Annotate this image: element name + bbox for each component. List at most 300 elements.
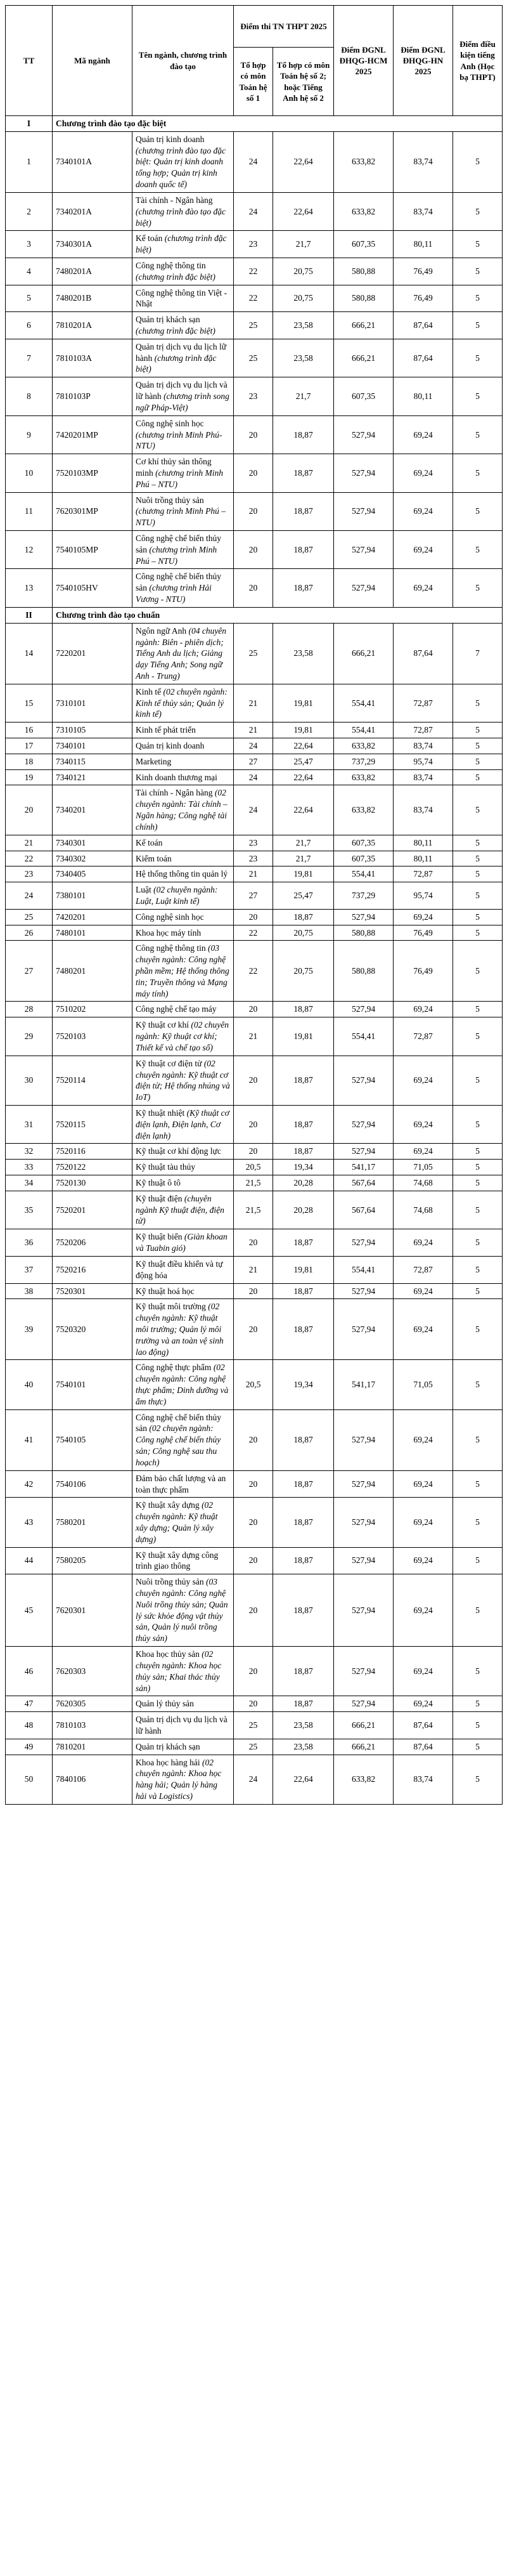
score-dgnl-hcm: 541,17: [334, 1160, 394, 1175]
program-name: Kỹ thuật ô tô: [136, 1178, 181, 1187]
row-program: [132, 312, 234, 339]
score-dgnl-hn: 69,24: [394, 1470, 453, 1498]
row-program: [132, 722, 234, 738]
score-dgnl-hcm: 527,94: [334, 492, 394, 530]
score-dgnl-hn: 69,24: [394, 1409, 453, 1470]
row-tt: 44: [6, 1547, 53, 1574]
table-row: [6, 1191, 503, 1229]
score-english-condition: 5: [453, 866, 503, 882]
header-tt: TT: [6, 6, 53, 116]
row-tt: 23: [6, 866, 53, 882]
row-code: 7520114: [53, 1056, 132, 1105]
score-dgnl-hcm: 554,41: [334, 722, 394, 738]
program-name: Khoa học máy tính: [136, 927, 202, 938]
row-tt: 14: [6, 623, 53, 684]
score-english-condition: 5: [453, 722, 503, 738]
row-code: 7540105: [53, 1409, 132, 1470]
score-dgnl-hn: 76,49: [394, 925, 453, 941]
score-math-coef-1: 20: [234, 1105, 273, 1143]
score-dgnl-hn: 69,24: [394, 1547, 453, 1574]
program-specializations: (chương trình đào tạo đặc biệt: Quản trị kinh doanh tổng hợp; Quản trị kinh doanh quốc tế): [136, 145, 226, 190]
score-math-coef-2: 19,34: [273, 1360, 334, 1409]
row-tt: 6: [6, 312, 53, 339]
row-tt: 38: [6, 1283, 53, 1299]
score-math-coef-2: 23,58: [273, 339, 334, 377]
score-english-condition: 5: [453, 1191, 503, 1229]
row-program: [132, 941, 234, 1002]
score-dgnl-hn: 80,11: [394, 231, 453, 258]
score-english-condition: 5: [453, 1017, 503, 1056]
score-english-condition: 5: [453, 1002, 503, 1017]
row-program: [132, 377, 234, 415]
score-dgnl-hn: 71,05: [394, 1360, 453, 1409]
program-name: Khoa học thủy sản: [136, 1649, 200, 1659]
score-math-coef-2: 20,28: [273, 1175, 334, 1191]
score-dgnl-hn: 72,87: [394, 684, 453, 722]
table-row: [6, 738, 503, 754]
score-dgnl-hn: 69,24: [394, 1056, 453, 1105]
score-math-coef-1: 20: [234, 1647, 273, 1696]
row-code: 7810201: [53, 1739, 132, 1755]
table-row: [6, 231, 503, 258]
program-name: Quản trị dịch vụ du lịch lữ hành: [136, 341, 227, 363]
score-english-condition: 5: [453, 1175, 503, 1191]
row-tt: 9: [6, 415, 53, 454]
table-row: [6, 835, 503, 851]
program-name: Kế toán: [136, 233, 163, 244]
row-tt: 34: [6, 1175, 53, 1191]
section-title: Chương trình đào tạo chuẩn: [53, 607, 503, 623]
section-header-row: [6, 116, 503, 132]
score-dgnl-hn: 69,24: [394, 1283, 453, 1299]
table-row: [6, 454, 503, 492]
table-row: [6, 415, 503, 454]
score-math-coef-2: 18,87: [273, 415, 334, 454]
row-tt: 19: [6, 769, 53, 785]
row-program: [132, 1712, 234, 1739]
program-name: Công nghệ chế biến thủy sản: [136, 533, 221, 554]
program-name: Hệ thống thông tin quản lý: [136, 869, 228, 879]
score-dgnl-hcm: 580,88: [334, 258, 394, 285]
row-code: 7520216: [53, 1256, 132, 1283]
row-code: 7310101: [53, 684, 132, 722]
program-name: Kỹ thuật hoá học: [136, 1286, 195, 1296]
row-code: 7580201: [53, 1498, 132, 1547]
score-dgnl-hcm: 541,17: [334, 1360, 394, 1409]
score-english-condition: 5: [453, 684, 503, 722]
score-english-condition: 5: [453, 1299, 503, 1360]
score-english-condition: 5: [453, 285, 503, 312]
score-math-coef-2: 19,81: [273, 866, 334, 882]
score-dgnl-hn: 69,24: [394, 1002, 453, 1017]
score-dgnl-hn: 95,74: [394, 882, 453, 910]
score-dgnl-hcm: 554,41: [334, 1256, 394, 1283]
row-code: 7340121: [53, 769, 132, 785]
row-code: 7520301: [53, 1283, 132, 1299]
score-dgnl-hn: 69,24: [394, 492, 453, 530]
score-math-coef-1: 20: [234, 1002, 273, 1017]
table-row: [6, 722, 503, 738]
row-program: [132, 1547, 234, 1574]
score-dgnl-hn: 69,24: [394, 1696, 453, 1712]
score-dgnl-hn: 69,24: [394, 415, 453, 454]
row-program: [132, 835, 234, 851]
program-name: Tài chính - Ngân hàng: [136, 195, 213, 205]
score-math-coef-1: 24: [234, 192, 273, 230]
row-tt: 35: [6, 1191, 53, 1229]
score-english-condition: 5: [453, 492, 503, 530]
program-specializations: (02 chuyên ngành: Kỹ thuật cơ điện tử; Hệ thống nhúng và IoT): [136, 1058, 230, 1102]
row-code: 7480201B: [53, 285, 132, 312]
table-row: [6, 941, 503, 1002]
row-code: 7620301MP: [53, 492, 132, 530]
row-tt: 43: [6, 1498, 53, 1547]
row-program: [132, 851, 234, 866]
row-program: [132, 1144, 234, 1160]
score-english-condition: 5: [453, 1283, 503, 1299]
row-program: [132, 231, 234, 258]
table-row: [6, 569, 503, 607]
header-english-condition: Điểm điều kiện tiếng Anh (Học bạ THPT): [453, 6, 503, 116]
program-specializations: (02 chuyên ngành: Khoa học thủy sản; Khai thác thủy sản): [136, 1649, 222, 1693]
row-tt: 20: [6, 785, 53, 835]
table-row: [6, 1299, 503, 1360]
score-dgnl-hcm: 527,94: [334, 909, 394, 925]
score-dgnl-hcm: 527,94: [334, 1696, 394, 1712]
score-dgnl-hn: 69,24: [394, 454, 453, 492]
score-math-coef-2: 18,87: [273, 492, 334, 530]
row-program: [132, 1002, 234, 1017]
table-row: [6, 192, 503, 230]
table-row: [6, 1470, 503, 1498]
section-header-row: [6, 607, 503, 623]
score-english-condition: 5: [453, 925, 503, 941]
score-math-coef-2: 22,64: [273, 131, 334, 192]
score-dgnl-hn: 87,64: [394, 1712, 453, 1739]
score-dgnl-hn: 72,87: [394, 722, 453, 738]
score-dgnl-hcm: 666,21: [334, 623, 394, 684]
score-english-condition: 5: [453, 1739, 503, 1755]
table-row: [6, 1498, 503, 1547]
program-name: Quản trị dịch vụ du lịch và lữ hành: [136, 1715, 228, 1736]
score-math-coef-2: 20,75: [273, 925, 334, 941]
score-dgnl-hn: 76,49: [394, 941, 453, 1002]
score-english-condition: 7: [453, 623, 503, 684]
row-program: [132, 415, 234, 454]
row-code: 7540105MP: [53, 531, 132, 569]
row-tt: 1: [6, 131, 53, 192]
score-math-coef-1: 24: [234, 769, 273, 785]
score-dgnl-hn: 69,24: [394, 909, 453, 925]
row-code: 7380101: [53, 882, 132, 910]
score-english-condition: 5: [453, 231, 503, 258]
table-row: [6, 866, 503, 882]
score-math-coef-2: 25,47: [273, 754, 334, 769]
row-code: 7620305: [53, 1696, 132, 1712]
row-code: 7620303: [53, 1647, 132, 1696]
score-math-coef-1: 20: [234, 1547, 273, 1574]
row-tt: 18: [6, 754, 53, 769]
score-math-coef-2: 21,7: [273, 851, 334, 866]
score-math-coef-2: 21,7: [273, 835, 334, 851]
score-math-coef-1: 25: [234, 339, 273, 377]
header-dgnl-hcm: Điểm ĐGNL ĐHQG-HCM 2025: [334, 6, 394, 116]
score-english-condition: 5: [453, 1229, 503, 1257]
score-math-coef-1: 20: [234, 531, 273, 569]
score-math-coef-2: 18,87: [273, 569, 334, 607]
score-dgnl-hcm: 527,94: [334, 1498, 394, 1547]
score-dgnl-hcm: 527,94: [334, 1299, 394, 1360]
score-english-condition: 5: [453, 1256, 503, 1283]
score-dgnl-hcm: 527,94: [334, 1105, 394, 1143]
program-name: Kinh doanh thương mại: [136, 772, 217, 782]
score-math-coef-1: 20: [234, 1409, 273, 1470]
program-specializations: (chương trình đặc biệt): [136, 271, 215, 282]
row-tt: 26: [6, 925, 53, 941]
score-dgnl-hcm: 527,94: [334, 1002, 394, 1017]
row-tt: 8: [6, 377, 53, 415]
table-row: [6, 1002, 503, 1017]
row-code: 7340301A: [53, 231, 132, 258]
score-math-coef-2: 18,87: [273, 1283, 334, 1299]
row-program: [132, 882, 234, 910]
score-math-coef-1: 20: [234, 569, 273, 607]
score-dgnl-hcm: 737,29: [334, 754, 394, 769]
score-english-condition: 5: [453, 377, 503, 415]
score-dgnl-hcm: 527,94: [334, 1229, 394, 1257]
score-dgnl-hcm: 554,41: [334, 1017, 394, 1056]
score-dgnl-hn: 76,49: [394, 285, 453, 312]
program-specializations: (02 chuyên ngành: Kỹ thuật cơ khí; Thiết kế và chế tạo số): [136, 1020, 229, 1052]
header-math-coef-2: Tổ hợp có môn Toán hệ số 2; hoặc Tiếng Anh hệ số 2: [273, 48, 334, 116]
row-code: 7840106: [53, 1755, 132, 1804]
score-dgnl-hcm: 633,82: [334, 738, 394, 754]
score-dgnl-hcm: 633,82: [334, 785, 394, 835]
row-tt: 11: [6, 492, 53, 530]
score-math-coef-2: 23,58: [273, 1712, 334, 1739]
score-math-coef-1: 21: [234, 722, 273, 738]
score-math-coef-2: 18,87: [273, 1299, 334, 1360]
row-tt: 48: [6, 1712, 53, 1739]
row-tt: 45: [6, 1574, 53, 1647]
score-english-condition: 5: [453, 1755, 503, 1804]
score-dgnl-hcm: 527,94: [334, 1283, 394, 1299]
table-row: [6, 131, 503, 192]
score-math-coef-2: 18,87: [273, 1647, 334, 1696]
score-math-coef-2: 18,87: [273, 1002, 334, 1017]
score-math-coef-1: 20,5: [234, 1360, 273, 1409]
score-math-coef-2: 22,64: [273, 738, 334, 754]
score-dgnl-hcm: 580,88: [334, 285, 394, 312]
table-row: [6, 285, 503, 312]
score-dgnl-hn: 72,87: [394, 1256, 453, 1283]
row-code: 7340301: [53, 835, 132, 851]
score-dgnl-hn: 87,64: [394, 623, 453, 684]
score-dgnl-hn: 69,24: [394, 1229, 453, 1257]
row-tt: 30: [6, 1056, 53, 1105]
row-tt: 28: [6, 1002, 53, 1017]
score-english-condition: 5: [453, 531, 503, 569]
program-specializations: (02 chuyên ngành: Kỹ thuật môi trường; Quản lý môi trường và an toàn vệ sinh lao động): [136, 1302, 224, 1357]
row-code: 7520116: [53, 1144, 132, 1160]
score-math-coef-1: 21: [234, 1017, 273, 1056]
score-math-coef-1: 23: [234, 231, 273, 258]
program-specializations: (03 chuyên ngành: Công nghệ Nuôi trồng thủy sản; Quản lý sức khỏe động vật thủy sản, Quản lý nuôi trồng thủy sản): [136, 1577, 228, 1644]
score-math-coef-1: 22: [234, 258, 273, 285]
score-english-condition: 5: [453, 415, 503, 454]
score-math-coef-2: 23,58: [273, 1739, 334, 1755]
score-math-coef-1: 25: [234, 312, 273, 339]
row-program: [132, 738, 234, 754]
score-math-coef-2: 23,58: [273, 623, 334, 684]
score-math-coef-1: 22: [234, 285, 273, 312]
table-row: [6, 1547, 503, 1574]
program-name: Công nghệ chế biến thủy sản: [136, 572, 221, 593]
score-math-coef-1: 25: [234, 623, 273, 684]
score-math-coef-2: 18,87: [273, 1105, 334, 1143]
score-math-coef-2: 25,47: [273, 882, 334, 910]
score-dgnl-hcm: 633,82: [334, 192, 394, 230]
row-code: 7810103A: [53, 339, 132, 377]
row-code: 7340101: [53, 738, 132, 754]
row-program: [132, 531, 234, 569]
score-dgnl-hcm: 607,35: [334, 835, 394, 851]
row-code: 7540106: [53, 1470, 132, 1498]
score-english-condition: 5: [453, 1105, 503, 1143]
score-math-coef-1: 21,5: [234, 1191, 273, 1229]
program-name: Kế toán: [136, 837, 163, 847]
row-code: 7510202: [53, 1002, 132, 1017]
score-english-condition: 5: [453, 1409, 503, 1470]
score-english-condition: 5: [453, 131, 503, 192]
row-program: [132, 569, 234, 607]
program-name: Quản trị kinh doanh: [136, 741, 205, 750]
program-specializations: (chương trình đặc biệt): [136, 233, 227, 255]
score-english-condition: 5: [453, 1647, 503, 1696]
row-code: 7340302: [53, 851, 132, 866]
score-math-coef-1: 21: [234, 866, 273, 882]
program-name: Kỹ thuật cơ khí: [136, 1020, 189, 1030]
program-specializations: (03 chuyên ngành: Công nghệ phần mềm; Hệ thống thông tin; Truyền thông và Mạng máy tính): [136, 943, 229, 998]
score-dgnl-hn: 69,24: [394, 569, 453, 607]
program-name: Quản trị dịch vụ du lịch và lữ hành: [136, 380, 228, 402]
row-code: 7810103: [53, 1712, 132, 1739]
score-english-condition: 5: [453, 1360, 503, 1409]
score-dgnl-hn: 74,68: [394, 1191, 453, 1229]
score-math-coef-1: 24: [234, 131, 273, 192]
score-math-coef-1: 22: [234, 941, 273, 1002]
score-dgnl-hn: 87,64: [394, 312, 453, 339]
score-dgnl-hcm: 527,94: [334, 1547, 394, 1574]
score-math-coef-2: 19,81: [273, 1256, 334, 1283]
row-code: 7580205: [53, 1547, 132, 1574]
row-code: 7520122: [53, 1160, 132, 1175]
row-tt: 32: [6, 1144, 53, 1160]
score-math-coef-1: 25: [234, 1712, 273, 1739]
table-row: [6, 1712, 503, 1739]
table-row: [6, 1647, 503, 1696]
score-math-coef-1: 20: [234, 454, 273, 492]
table-row: [6, 531, 503, 569]
score-english-condition: 5: [453, 1547, 503, 1574]
row-code: 7520206: [53, 1229, 132, 1257]
score-dgnl-hcm: 633,82: [334, 131, 394, 192]
row-program: [132, 684, 234, 722]
score-math-coef-2: 18,87: [273, 1498, 334, 1547]
row-code: 7310105: [53, 722, 132, 738]
score-english-condition: 5: [453, 1574, 503, 1647]
score-dgnl-hn: 80,11: [394, 835, 453, 851]
program-specializations: (chương trình đào tạo đặc biệt): [136, 206, 226, 228]
score-math-coef-1: 20: [234, 1229, 273, 1257]
row-program: [132, 1755, 234, 1804]
score-dgnl-hn: 69,24: [394, 1299, 453, 1360]
program-name: Nuôi trồng thủy sản: [136, 495, 204, 505]
score-math-coef-1: 24: [234, 785, 273, 835]
score-dgnl-hcm: 554,41: [334, 866, 394, 882]
row-code: 7520130: [53, 1175, 132, 1191]
table-row: [6, 785, 503, 835]
row-tt: 50: [6, 1755, 53, 1804]
admission-score-table: [5, 5, 503, 1805]
row-tt: 33: [6, 1160, 53, 1175]
table-row: [6, 769, 503, 785]
score-math-coef-1: 20: [234, 1283, 273, 1299]
score-english-condition: 5: [453, 1056, 503, 1105]
program-name: Cơ khí thủy sản thông minh: [136, 457, 212, 478]
row-tt: 41: [6, 1409, 53, 1470]
row-program: [132, 925, 234, 941]
row-program: [132, 131, 234, 192]
score-english-condition: 5: [453, 909, 503, 925]
score-math-coef-1: 20: [234, 1696, 273, 1712]
program-name: Kinh tế phát triển: [136, 725, 196, 735]
score-dgnl-hcm: 666,21: [334, 312, 394, 339]
program-specializations: (chuyên ngành Kỹ thuật điện, điện tử): [136, 1193, 224, 1226]
score-dgnl-hcm: 527,94: [334, 1647, 394, 1696]
program-name: Khoa học hàng hải: [136, 1757, 200, 1767]
row-tt: 49: [6, 1739, 53, 1755]
score-english-condition: 5: [453, 1160, 503, 1175]
score-dgnl-hcm: 666,21: [334, 339, 394, 377]
score-dgnl-hcm: 554,41: [334, 684, 394, 722]
program-name: Kiểm toán: [136, 853, 172, 863]
row-program: [132, 1470, 234, 1498]
table-row: [6, 851, 503, 866]
table-row: [6, 1696, 503, 1712]
program-name: Công nghệ sinh học: [136, 418, 204, 428]
table-row: [6, 684, 503, 722]
row-code: 7520115: [53, 1105, 132, 1143]
row-program: [132, 623, 234, 684]
row-code: 7520201: [53, 1191, 132, 1229]
row-code: 7340201A: [53, 192, 132, 230]
score-dgnl-hcm: 633,82: [334, 1755, 394, 1804]
row-program: [132, 1160, 234, 1175]
score-math-coef-2: 22,64: [273, 769, 334, 785]
row-program: [132, 1299, 234, 1360]
table-row: [6, 1160, 503, 1175]
score-dgnl-hn: 69,24: [394, 1647, 453, 1696]
row-program: [132, 866, 234, 882]
score-dgnl-hcm: 737,29: [334, 882, 394, 910]
header-math-coef-1: Tổ hợp có môn Toán hệ số 1: [234, 48, 273, 116]
score-dgnl-hn: 71,05: [394, 1160, 453, 1175]
table-header: [6, 6, 503, 116]
score-math-coef-1: 20: [234, 1056, 273, 1105]
row-code: 7480201A: [53, 258, 132, 285]
table-row: [6, 258, 503, 285]
